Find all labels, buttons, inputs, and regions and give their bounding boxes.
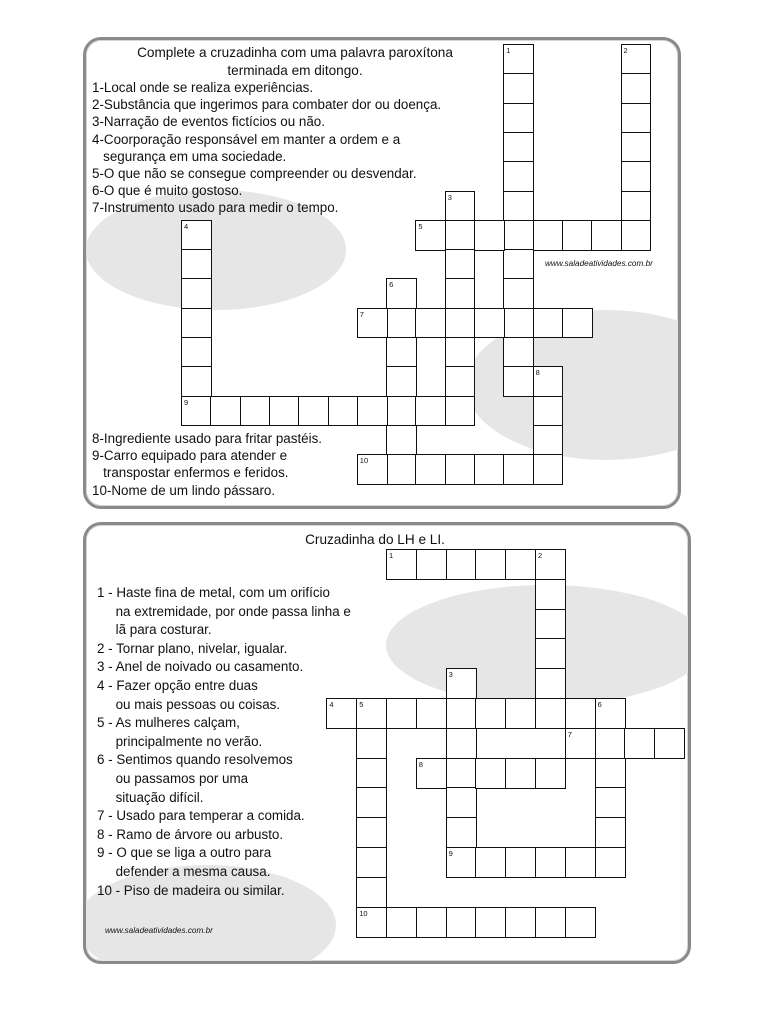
clue-line: situação difícil. [97, 789, 204, 805]
crossword-cell[interactable] [535, 698, 566, 729]
clue-line: 8 - Ramo de árvore ou arbusto. [97, 826, 284, 842]
clue-number: 7 [567, 729, 572, 739]
clue-line: principalmente no verão. [97, 733, 263, 749]
crossword-cell[interactable] [624, 728, 655, 759]
crossword-cell[interactable] [386, 698, 417, 729]
clue-number: 2 [538, 551, 543, 560]
clue-number: 1 [389, 551, 394, 560]
clue-line: ou passamos por uma [97, 771, 249, 786]
crossword-cell[interactable] [475, 758, 506, 789]
puzzle1-title-line1: Complete a cruzadinha com uma palavra paroxítona [137, 45, 453, 60]
crossword-cell[interactable] [416, 907, 447, 938]
clue-line: 3-Narração de eventos fictícios ou não. [92, 114, 325, 130]
clue-line: 4-Coorporação responsável em manter a ordem e a [92, 131, 401, 147]
clue-number: 4 [184, 221, 189, 231]
crossword-cell[interactable] [565, 847, 596, 878]
puzzle2-website: www.saladeatividades.com.br [105, 926, 213, 935]
clue-line: 1 - Haste fina de metal, com um orifício [97, 585, 330, 600]
clue-number: 3 [448, 670, 453, 680]
crossword-cell[interactable] [535, 579, 566, 610]
crossword-cell[interactable] [356, 728, 387, 759]
clue-line: 6 - Sentimos quando resolvemos [97, 752, 293, 768]
clue-number: 5 [418, 221, 423, 231]
crossword-cell[interactable] [565, 907, 596, 938]
clue-line: 9-Carro equipado para atender e [92, 448, 288, 464]
clue-number: 6 [597, 700, 602, 709]
clue-line: segurança em uma sociedade. [92, 148, 287, 164]
clue-number: 6 [389, 280, 394, 290]
clue-line: 6-O que é muito gostoso. [92, 183, 243, 199]
crossword-cell[interactable] [386, 907, 417, 938]
clue-line: 8-Ingrediente usado para fritar pastéis. [92, 431, 323, 446]
crossword-cell[interactable] [595, 847, 626, 878]
clue-line: 2 - Tornar plano, nivelar, igualar. [97, 640, 288, 656]
crossword-cell[interactable] [446, 907, 477, 938]
crossword-cell[interactable] [505, 907, 536, 938]
crossword-cell[interactable] [356, 758, 387, 789]
crossword-cell[interactable] [446, 698, 477, 729]
clue-line: 5 - As mulheres calçam, [97, 715, 240, 731]
crossword-cell[interactable] [535, 668, 566, 699]
crossword-cell[interactable] [446, 817, 477, 848]
clue-line: 2-Substância que ingerimos para combater dor ou doença. [92, 97, 442, 113]
clue-number: 4 [329, 700, 334, 709]
puzzle2-title: Cruzadinha do LH e LI. [305, 532, 445, 547]
puzzle1-title-line2: terminada em ditongo. [227, 63, 363, 78]
crossword-cell[interactable] [535, 907, 566, 938]
crossword-cell[interactable] [535, 758, 566, 789]
crossword-cell[interactable] [446, 758, 477, 789]
crossword-cell[interactable] [475, 907, 506, 938]
clue-line: 1-Local onde se realiza experiências. [92, 80, 314, 95]
crossword-cell[interactable] [595, 787, 626, 818]
crossword-cell[interactable] [446, 549, 477, 580]
clue-line: 3 - Anel de noivado ou casamento. [97, 659, 304, 675]
clue-line: 7 - Usado para temperar a comida. [97, 808, 305, 824]
crossword-cell[interactable] [535, 638, 566, 669]
crossword-cell[interactable] [416, 549, 447, 580]
crossword-cell[interactable] [356, 817, 387, 848]
clue-number: 9 [184, 397, 189, 407]
clue-line: ou mais pessoas ou coisas. [97, 696, 281, 712]
crossword-cell[interactable] [356, 877, 387, 908]
clue-number: 8 [535, 368, 540, 378]
clue-number: 9 [448, 849, 453, 858]
crossword-cell[interactable] [505, 758, 536, 789]
crossword-cell[interactable] [475, 847, 506, 878]
clue-line: 5-O que não se consegue compreender ou desvendar. [92, 166, 417, 181]
clue-line: lã para costurar. [97, 622, 212, 638]
crossword-cell[interactable] [535, 847, 566, 878]
clue-number: 10 [359, 456, 369, 466]
crossword-cell[interactable] [356, 847, 387, 878]
clue-line: defender a mesma causa. [97, 864, 271, 879]
crossword-cell[interactable] [505, 847, 536, 878]
clue-number: 7 [359, 309, 364, 319]
crossword-cell[interactable] [565, 698, 596, 729]
clue-number: 10 [359, 908, 368, 918]
crossword-cell[interactable] [505, 698, 536, 729]
clue-line: 10-Nome de um lindo pássaro. [92, 482, 276, 498]
crossword-cell[interactable] [475, 698, 506, 729]
clue-number: 1 [506, 46, 511, 55]
clue-line: 4 - Fazer opção entre duas [97, 678, 258, 693]
crossword-cell[interactable] [446, 787, 477, 818]
crossword-cell[interactable] [356, 787, 387, 818]
clue-number: 2 [623, 46, 628, 55]
crossword-cell[interactable] [446, 728, 477, 759]
puzzle1-website: www.saladeatividades.com.br [545, 259, 653, 268]
clue-number: 3 [447, 192, 452, 202]
crossword-cell[interactable] [654, 728, 685, 759]
crossword-cell[interactable] [595, 728, 626, 759]
clue-number: 8 [418, 759, 423, 769]
crossword-cell[interactable] [595, 817, 626, 848]
clue-number: 5 [359, 700, 364, 709]
crossword-cell[interactable] [505, 549, 536, 580]
clue-line: 10 - Piso de madeira ou similar. [97, 882, 285, 898]
clue-line: 9 - O que se liga a outro para [97, 845, 272, 861]
clue-line: transpostar enfermos e feridos. [92, 465, 289, 481]
crossword-cell[interactable] [475, 549, 506, 580]
crossword-cell[interactable] [416, 698, 447, 729]
crossword-cell[interactable] [595, 758, 626, 789]
clue-line: 7-Instrumento usado para medir o tempo. [92, 200, 339, 216]
clue-line: na extremidade, por onde passa linha e [97, 603, 351, 619]
crossword-cell[interactable] [535, 609, 566, 640]
